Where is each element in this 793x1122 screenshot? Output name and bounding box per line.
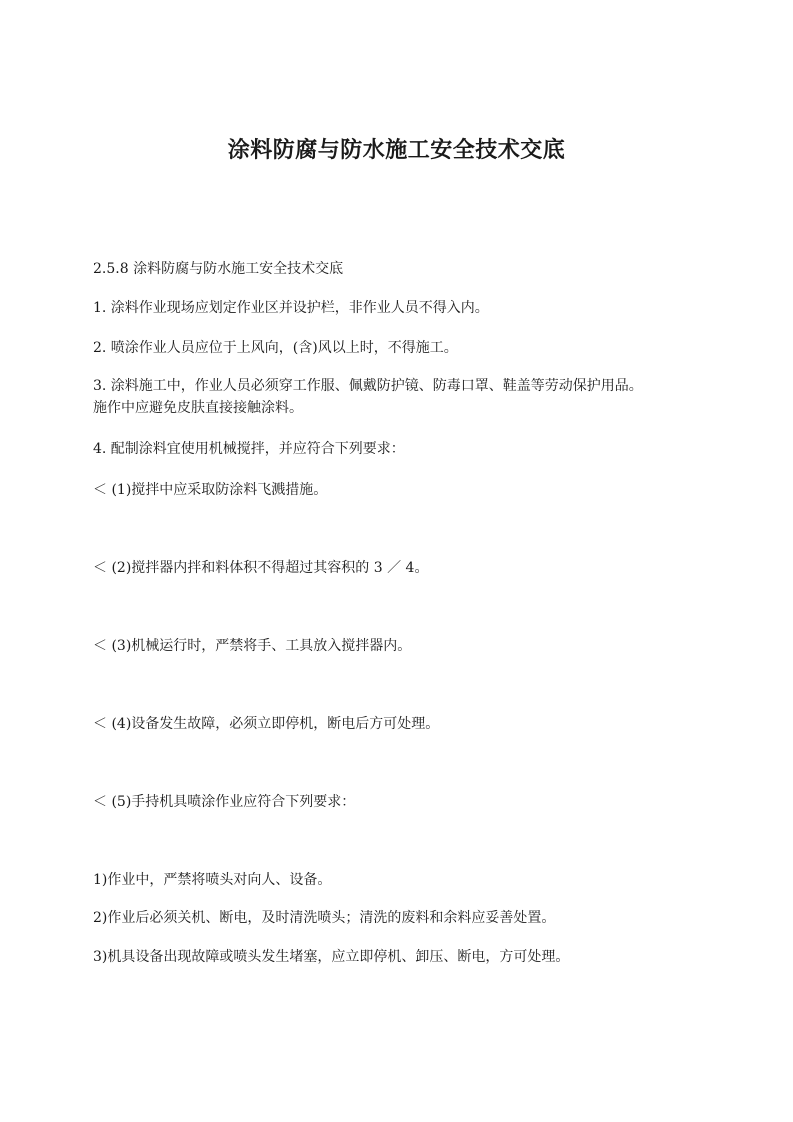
sub-item-5: ＜ (5)手持机具喷涂作业应符合下列要求： xyxy=(93,794,356,810)
sub-item-1: ＜ (1)搅拌中应采取防涂料飞溅措施。 xyxy=(93,482,328,498)
numbered-step-3: 3)机具设备出现故障或喷头发生堵塞，应立即停机、卸压、断电，方可处理。 xyxy=(93,949,570,965)
sub-item-2: ＜ (2)搅拌器内拌和料体积不得超过其容积的 3 ／ 4。 xyxy=(93,560,429,576)
sub-item-4: ＜ (4)设备发生故障，必须立即停机，断电后方可处理。 xyxy=(93,716,440,732)
section-heading: 2.5.8 涂料防腐与防水施工安全技术交底 xyxy=(93,261,344,277)
paragraph-item-3-line-1: 3. 涂料施工中，作业人员必须穿工作服、佩戴防护镜、防毒口罩、鞋盖等劳动保护用品。 xyxy=(93,378,643,394)
numbered-step-2: 2)作业后必须关机、断电，及时清洗喷头；清洗的废料和余料应妥善处置。 xyxy=(93,910,556,926)
paragraph-item-3 xyxy=(93,375,713,419)
sub-item-3: ＜ (3)机械运行时，严禁将手、工具放入搅拌器内。 xyxy=(93,638,412,654)
paragraph-item-2: 2. 喷涂作业人员应位于上风向，(含)风以上时，不得施工。 xyxy=(93,340,458,356)
paragraph-item-1: 1. 涂料作业现场应划定作业区并设护栏，非作业人员不得入内。 xyxy=(93,300,489,316)
paragraph-item-4: 4. 配制涂料宜使用机械搅拌，并应符合下列要求： xyxy=(93,441,405,457)
page-title: 涂料防腐与防水施工安全技术交底 xyxy=(227,138,566,163)
numbered-step-1: 1)作业中，严禁将喷头对向人、设备。 xyxy=(93,872,332,888)
paragraph-item-3-line-2: 施作中应避免皮肤直接接触涂料。 xyxy=(93,400,303,416)
